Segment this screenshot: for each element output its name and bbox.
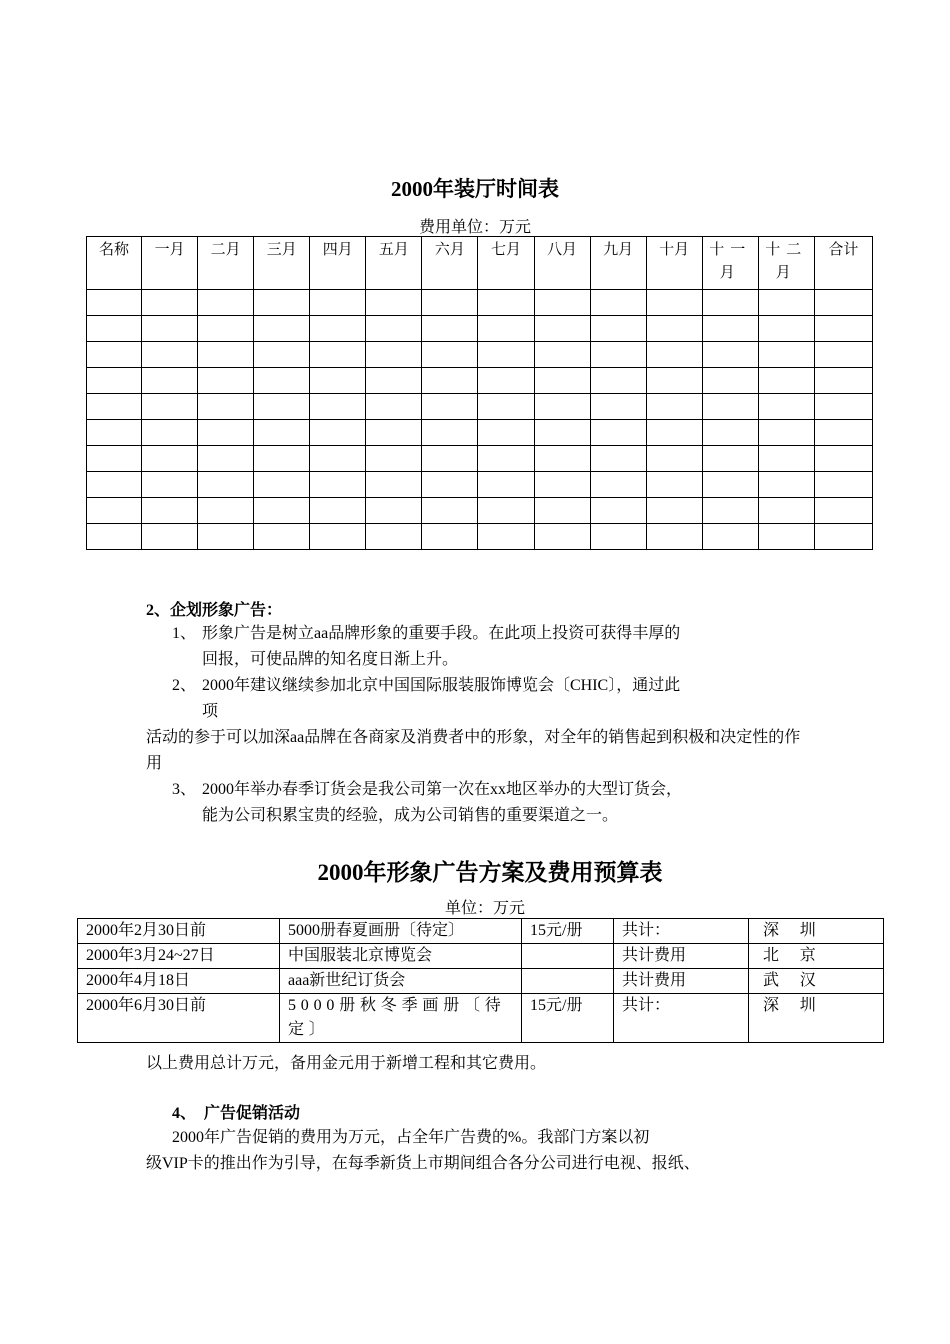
table-cell bbox=[646, 524, 702, 550]
table-cell bbox=[254, 498, 310, 524]
item-text: 2000年举办春季订货会是我公司第一次在xx地区举办的大型订货会， bbox=[202, 781, 683, 798]
table-row bbox=[87, 420, 873, 446]
table-cell bbox=[87, 290, 142, 316]
table-cell bbox=[590, 472, 646, 498]
table-cell bbox=[310, 446, 366, 472]
table-cell bbox=[422, 472, 478, 498]
table-cell bbox=[366, 524, 422, 550]
table-cell: 中国服装北京博览会 bbox=[280, 944, 522, 969]
table-cell bbox=[366, 472, 422, 498]
table-cell bbox=[758, 368, 814, 394]
table-cell bbox=[478, 290, 534, 316]
table-cell bbox=[310, 342, 366, 368]
table-cell bbox=[87, 472, 142, 498]
header-cell: 六月 bbox=[422, 237, 478, 290]
table-cell bbox=[142, 394, 198, 420]
table-cell bbox=[534, 420, 590, 446]
table-cell bbox=[142, 472, 198, 498]
item-text: 回报，可使品牌的知名度日渐上升。 bbox=[202, 651, 459, 668]
table-cell bbox=[702, 498, 758, 524]
table-cell bbox=[198, 368, 254, 394]
item-text: 形象广告是树立aa品牌形象的重要手段。在此项上投资可获得丰厚的 bbox=[202, 625, 681, 642]
table-cell bbox=[142, 368, 198, 394]
table-cell bbox=[534, 368, 590, 394]
table-cell bbox=[254, 394, 310, 420]
table-cell bbox=[814, 524, 872, 550]
table-cell bbox=[646, 316, 702, 342]
table-cell: 15元/册 bbox=[522, 919, 614, 944]
table-cell bbox=[758, 524, 814, 550]
item-text: 项 bbox=[202, 703, 219, 720]
list-item bbox=[172, 621, 812, 647]
table-cell bbox=[254, 524, 310, 550]
table-cell bbox=[87, 498, 142, 524]
table-cell bbox=[590, 498, 646, 524]
item-text: 活动的参于可以加深aa品牌在各商家及消费者中的形象，对全年的销售起到积极和决定性的作用 bbox=[146, 729, 801, 772]
table-cell bbox=[646, 342, 702, 368]
table-cell bbox=[142, 316, 198, 342]
table-cell bbox=[310, 420, 366, 446]
table-cell bbox=[422, 290, 478, 316]
table-cell: 5000册秋冬季画册〔待定〕 bbox=[280, 994, 522, 1043]
table-cell bbox=[87, 524, 142, 550]
table-row bbox=[87, 498, 873, 524]
paragraph-line: 2000年广告促销的费用为万元，占全年广告费的%。我部门方案以初 bbox=[172, 1129, 650, 1146]
table-cell bbox=[310, 368, 366, 394]
table-cell bbox=[142, 524, 198, 550]
table-cell bbox=[590, 420, 646, 446]
ad-budget-table bbox=[77, 918, 884, 1043]
table-cell bbox=[422, 316, 478, 342]
table2-unit: 单位：万元 bbox=[444, 900, 525, 917]
table-cell bbox=[814, 368, 872, 394]
header-cell: 八月 bbox=[534, 237, 590, 290]
table-cell bbox=[646, 420, 702, 446]
table-cell bbox=[646, 446, 702, 472]
table-cell: 共计费用 bbox=[614, 969, 749, 994]
table-cell bbox=[422, 498, 478, 524]
table-cell bbox=[478, 498, 534, 524]
table-cell bbox=[646, 472, 702, 498]
table-row bbox=[78, 919, 884, 944]
list-item bbox=[172, 777, 812, 803]
table-cell bbox=[646, 290, 702, 316]
table-cell bbox=[702, 446, 758, 472]
table-cell bbox=[814, 316, 872, 342]
table-cell bbox=[534, 524, 590, 550]
table-cell bbox=[310, 472, 366, 498]
table-cell bbox=[478, 394, 534, 420]
table-header-row bbox=[87, 237, 873, 290]
table-cell bbox=[590, 446, 646, 472]
header-cell: 二月 bbox=[198, 237, 254, 290]
table-cell: 深圳 bbox=[749, 994, 884, 1043]
table-cell bbox=[758, 394, 814, 420]
table-cell: 北京 bbox=[749, 944, 884, 969]
table-cell: 共计： bbox=[614, 994, 749, 1043]
table-cell bbox=[702, 420, 758, 446]
table-cell bbox=[254, 446, 310, 472]
table-cell bbox=[758, 472, 814, 498]
table-cell bbox=[142, 342, 198, 368]
table-cell bbox=[310, 394, 366, 420]
table-cell: 共计： bbox=[614, 919, 749, 944]
table-cell bbox=[366, 420, 422, 446]
table-cell bbox=[422, 524, 478, 550]
table-row bbox=[87, 316, 873, 342]
table-cell bbox=[478, 472, 534, 498]
table-cell bbox=[310, 316, 366, 342]
table-cell: 武汉 bbox=[749, 969, 884, 994]
header-cell: 三月 bbox=[254, 237, 310, 290]
item-text: 2000年建议继续参加北京中国国际服装服饰博览会〔CHIC〕，通过此 bbox=[202, 677, 681, 694]
table-cell bbox=[87, 368, 142, 394]
table-cell bbox=[702, 472, 758, 498]
section4-heading: 4、 广告促销活动 bbox=[172, 1105, 301, 1122]
table-cell bbox=[198, 420, 254, 446]
table-cell bbox=[310, 524, 366, 550]
table-cell bbox=[422, 394, 478, 420]
table-cell bbox=[646, 368, 702, 394]
table-cell bbox=[198, 394, 254, 420]
table-row bbox=[87, 446, 873, 472]
table-cell: 15元/册 bbox=[522, 994, 614, 1043]
table-cell bbox=[198, 342, 254, 368]
table-cell bbox=[254, 420, 310, 446]
table-cell bbox=[646, 394, 702, 420]
table-row bbox=[87, 368, 873, 394]
table-cell bbox=[254, 342, 310, 368]
table-cell bbox=[142, 498, 198, 524]
header-cell: 合计 bbox=[814, 237, 872, 290]
table-cell bbox=[814, 420, 872, 446]
table-cell bbox=[702, 290, 758, 316]
table-cell bbox=[142, 290, 198, 316]
table-row bbox=[87, 290, 873, 316]
table1-title: 2000年装厅时间表 bbox=[391, 177, 559, 201]
table-cell bbox=[198, 446, 254, 472]
table-cell bbox=[142, 446, 198, 472]
table-cell bbox=[814, 394, 872, 420]
table-cell bbox=[534, 394, 590, 420]
table-cell bbox=[198, 498, 254, 524]
table-cell bbox=[254, 316, 310, 342]
list-item bbox=[172, 673, 812, 699]
header-cell: 一月 bbox=[142, 237, 198, 290]
item-number: 1、 bbox=[172, 625, 197, 642]
table-cell bbox=[758, 446, 814, 472]
table-cell bbox=[534, 472, 590, 498]
table-cell bbox=[702, 368, 758, 394]
table-row bbox=[87, 524, 873, 550]
table-cell bbox=[590, 368, 646, 394]
table-cell bbox=[478, 420, 534, 446]
table-cell bbox=[366, 446, 422, 472]
header-cell: 五月 bbox=[366, 237, 422, 290]
header-cell: 十月 bbox=[646, 237, 702, 290]
table-cell bbox=[422, 342, 478, 368]
table-cell bbox=[534, 290, 590, 316]
table-cell bbox=[534, 498, 590, 524]
table-cell bbox=[198, 290, 254, 316]
table-cell bbox=[310, 498, 366, 524]
header-cell: 四月 bbox=[310, 237, 366, 290]
table-cell bbox=[814, 498, 872, 524]
table-row bbox=[87, 394, 873, 420]
table-row bbox=[78, 969, 884, 994]
section4-body bbox=[146, 1125, 846, 1177]
table-cell bbox=[198, 472, 254, 498]
header-cell: 十一月 bbox=[702, 237, 758, 290]
table-cell bbox=[814, 342, 872, 368]
item-text: 能为公司积累宝贵的经验，成为公司销售的重要渠道之一。 bbox=[202, 807, 619, 824]
table-cell bbox=[87, 394, 142, 420]
table-cell bbox=[702, 316, 758, 342]
table-cell: 2000年6月30日前 bbox=[78, 994, 280, 1043]
table2-title: 2000年形象广告方案及费用预算表 bbox=[317, 860, 663, 885]
table-cell bbox=[87, 316, 142, 342]
table-cell: 2000年2月30日前 bbox=[78, 919, 280, 944]
section2-body bbox=[146, 621, 812, 829]
table-cell bbox=[522, 944, 614, 969]
header-cell: 名称 bbox=[87, 237, 142, 290]
table-cell bbox=[87, 420, 142, 446]
table-cell: 2000年4月18日 bbox=[78, 969, 280, 994]
table-cell bbox=[758, 498, 814, 524]
table-cell bbox=[366, 498, 422, 524]
table-cell bbox=[758, 420, 814, 446]
table-cell bbox=[702, 342, 758, 368]
table-cell bbox=[590, 394, 646, 420]
table-cell bbox=[522, 969, 614, 994]
table-cell bbox=[478, 342, 534, 368]
table-cell bbox=[366, 394, 422, 420]
table-cell bbox=[366, 316, 422, 342]
table-cell bbox=[758, 316, 814, 342]
table-cell bbox=[478, 316, 534, 342]
table-cell bbox=[534, 342, 590, 368]
table-cell bbox=[814, 446, 872, 472]
table-row bbox=[87, 472, 873, 498]
item-number: 2、 bbox=[172, 677, 197, 694]
table-row bbox=[78, 994, 884, 1043]
budget-note: 以上费用总计万元，备用金元用于新增工程和其它费用。 bbox=[146, 1055, 547, 1072]
table-cell bbox=[198, 316, 254, 342]
table-cell bbox=[254, 290, 310, 316]
table-cell bbox=[87, 446, 142, 472]
table-cell bbox=[478, 524, 534, 550]
table-cell bbox=[758, 290, 814, 316]
table-cell bbox=[590, 524, 646, 550]
table-cell: 2000年3月24~27日 bbox=[78, 944, 280, 969]
table-cell bbox=[590, 290, 646, 316]
header-cell: 九月 bbox=[590, 237, 646, 290]
table-cell bbox=[198, 524, 254, 550]
table-cell bbox=[254, 472, 310, 498]
table-cell bbox=[422, 420, 478, 446]
table-cell: 5000册春夏画册〔待定〕 bbox=[280, 919, 522, 944]
table-cell bbox=[142, 420, 198, 446]
table-cell bbox=[590, 316, 646, 342]
table-row bbox=[87, 342, 873, 368]
table-cell: 深圳 bbox=[749, 919, 884, 944]
table-cell bbox=[478, 446, 534, 472]
table-cell bbox=[366, 290, 422, 316]
table-cell bbox=[366, 342, 422, 368]
table-cell bbox=[590, 342, 646, 368]
table-cell bbox=[310, 290, 366, 316]
table-cell bbox=[422, 446, 478, 472]
table-cell bbox=[478, 368, 534, 394]
header-cell: 七月 bbox=[478, 237, 534, 290]
table-cell bbox=[422, 368, 478, 394]
table-cell bbox=[87, 342, 142, 368]
table-cell bbox=[814, 472, 872, 498]
table-cell bbox=[758, 342, 814, 368]
decoration-schedule-table bbox=[86, 236, 873, 550]
section2-heading: 2、企划形象广告： bbox=[146, 602, 283, 619]
table-cell bbox=[534, 316, 590, 342]
table-cell bbox=[254, 368, 310, 394]
table-cell bbox=[814, 290, 872, 316]
table-cell bbox=[534, 446, 590, 472]
table-cell bbox=[646, 498, 702, 524]
header-cell: 十二月 bbox=[758, 237, 814, 290]
table-row bbox=[78, 944, 884, 969]
table-cell: aaa新世纪订货会 bbox=[280, 969, 522, 994]
table-cell bbox=[702, 524, 758, 550]
table-cell: 共计费用 bbox=[614, 944, 749, 969]
table-cell bbox=[702, 394, 758, 420]
item-number: 3、 bbox=[172, 781, 197, 798]
table1-unit: 费用单位：万元 bbox=[418, 219, 531, 236]
paragraph-line: 级VIP卡的推出作为引导，在每季新货上市期间组合各分公司进行电视、报纸、 bbox=[146, 1155, 700, 1172]
table-cell bbox=[366, 368, 422, 394]
